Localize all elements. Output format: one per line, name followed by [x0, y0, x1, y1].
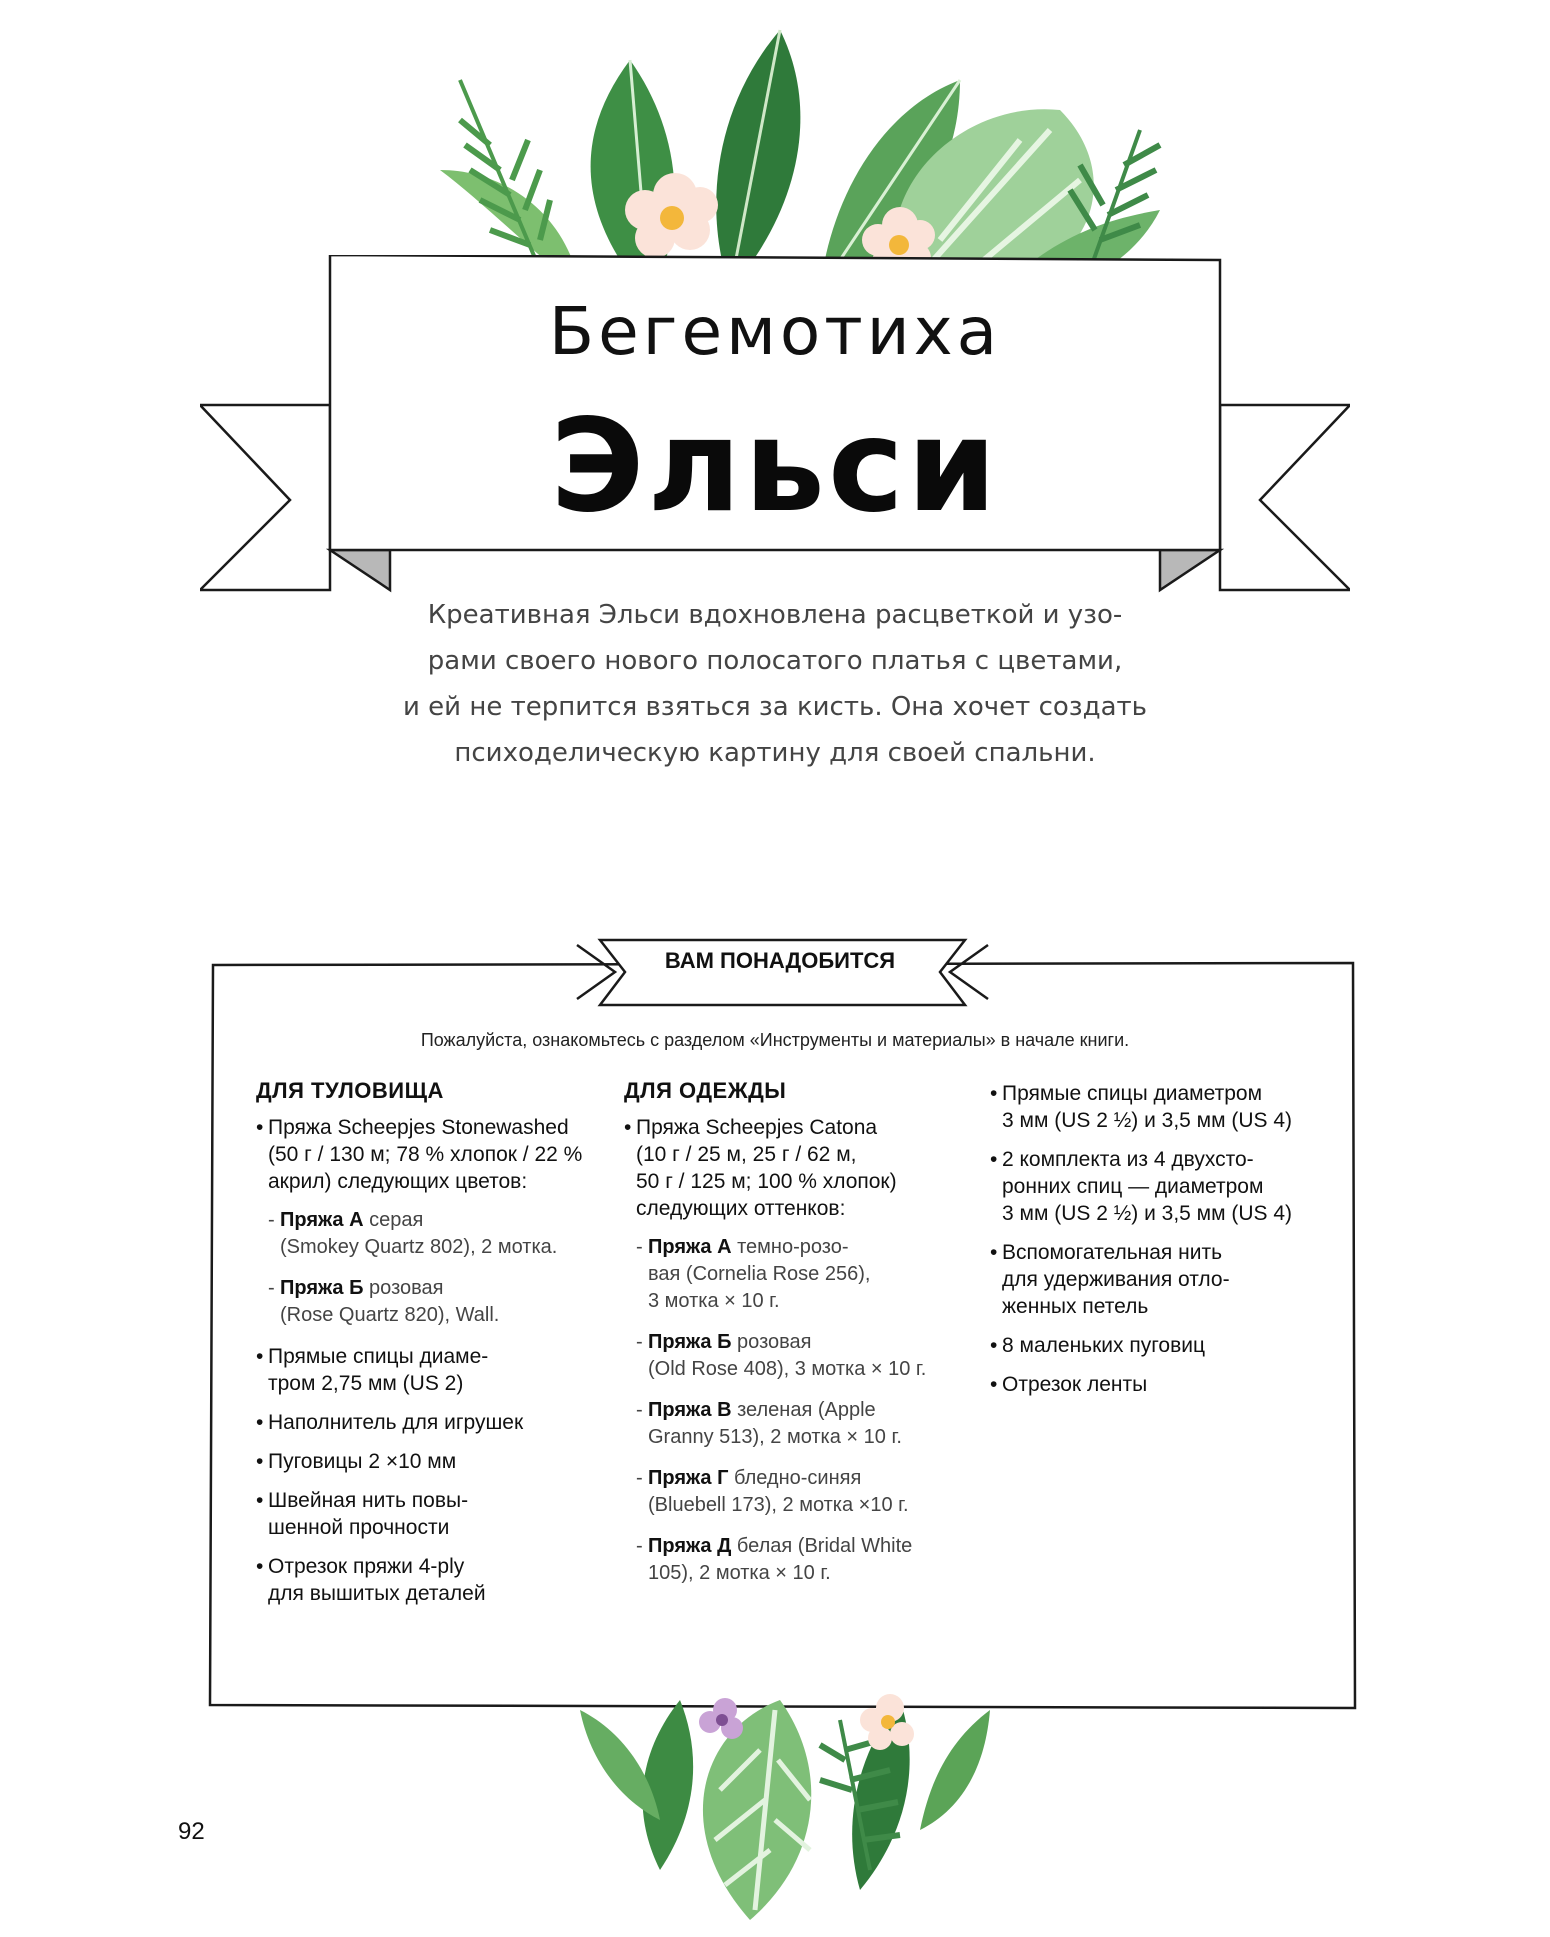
clothes-yarn-list	[624, 1234, 984, 1587]
page-number: 92	[178, 1818, 205, 1845]
materials-note: Пожалуйста, ознакомьтесь с разделом «Инструменты и материалы» в начале книги.	[420, 1030, 1130, 1050]
body-yarn-item: • Пряжа Scheepjes Stonewashed (50 г / 130 м; 78 % хлопок / 22 % акрил) следующих цветов:	[256, 1114, 616, 1195]
list-item: • Пуговицы 2 ×10 мм	[256, 1448, 616, 1475]
leaf-icon	[716, 30, 800, 290]
intro-paragraph: Креативная Эльси вдохновлена расцветкой и узо- рами своего нового полосатого платья с цветами, и ей не терпится взяться за кисть. Она хочет создать психоделическую картину для своей спальни.	[403, 600, 1147, 768]
list-item: - Пряжа Б розовая (Rose Quartz 820), Wall.	[268, 1277, 500, 1326]
monstera-leaf-icon	[703, 1700, 811, 1920]
body-materials-column	[256, 1078, 616, 1619]
list-item: • Прямые спицы диаметром 3 мм (US 2 ½) и 3,5 мм (US 4)	[990, 1080, 1330, 1134]
page-title-line2: Эльси	[550, 392, 1000, 541]
list-item: • Прямые спицы диаме- тром 2,75 мм (US 2)	[256, 1343, 616, 1397]
materials-title: ВАМ ПОНАДОБИТСЯ	[664, 948, 896, 973]
list-item: - Пряжа В зеленая (Apple Granny 513), 2 мотка × 10 г.	[636, 1399, 902, 1448]
clothes-heading: ДЛЯ ОДЕЖДЫ	[624, 1078, 787, 1103]
page-title-line1: Бегемотиха	[548, 293, 1002, 370]
clothes-yarn-item: • Пряжа Scheepjes Catona (10 г / 25 м, 25 г / 62 м, 50 г / 125 м; 100 % хлопок) следующих оттенков:	[624, 1114, 984, 1222]
body-yarn-list	[256, 1207, 616, 1329]
list-item: - Пряжа Б розовая (Old Rose 408), 3 мотка × 10 г.	[636, 1331, 927, 1380]
list-item: • Наполнитель для игрушек	[256, 1409, 616, 1436]
list-item: - Пряжа Г бледно-синяя (Bluebell 173), 2 мотка ×10 г.	[636, 1467, 909, 1516]
clothes-materials-column	[624, 1078, 984, 1601]
list-item: • Швейная нить повы- шенной прочности	[256, 1487, 616, 1541]
list-item: • Вспомогательная нить для удерживания отло- женных петель	[990, 1239, 1330, 1320]
list-item: - Пряжа А серая (Smokey Quartz 802), 2 мотка.	[268, 1209, 558, 1258]
tools-column	[990, 1080, 1330, 1410]
list-item: • Отрезок пряжи 4-ply для вышитых деталей	[256, 1553, 616, 1607]
list-item: • 8 маленьких пуговиц	[990, 1332, 1330, 1359]
list-item: • 2 комплекта из 4 двухсто- ронних спиц — диаметром 3 мм (US 2 ½) и 3,5 мм (US 4)	[990, 1146, 1330, 1227]
list-item: - Пряжа А темно-розо- вая (Cornelia Rose 256), 3 мотка × 10 г.	[636, 1236, 871, 1312]
bottom-foliage-illustration	[520, 1690, 1040, 1930]
list-item: • Отрезок ленты	[990, 1371, 1330, 1398]
list-item: - Пряжа Д белая (Bridal White 105), 2 мотка × 10 г.	[636, 1535, 913, 1584]
body-heading: ДЛЯ ТУЛОВИЩА	[256, 1078, 444, 1103]
flower-icon	[699, 1698, 743, 1739]
